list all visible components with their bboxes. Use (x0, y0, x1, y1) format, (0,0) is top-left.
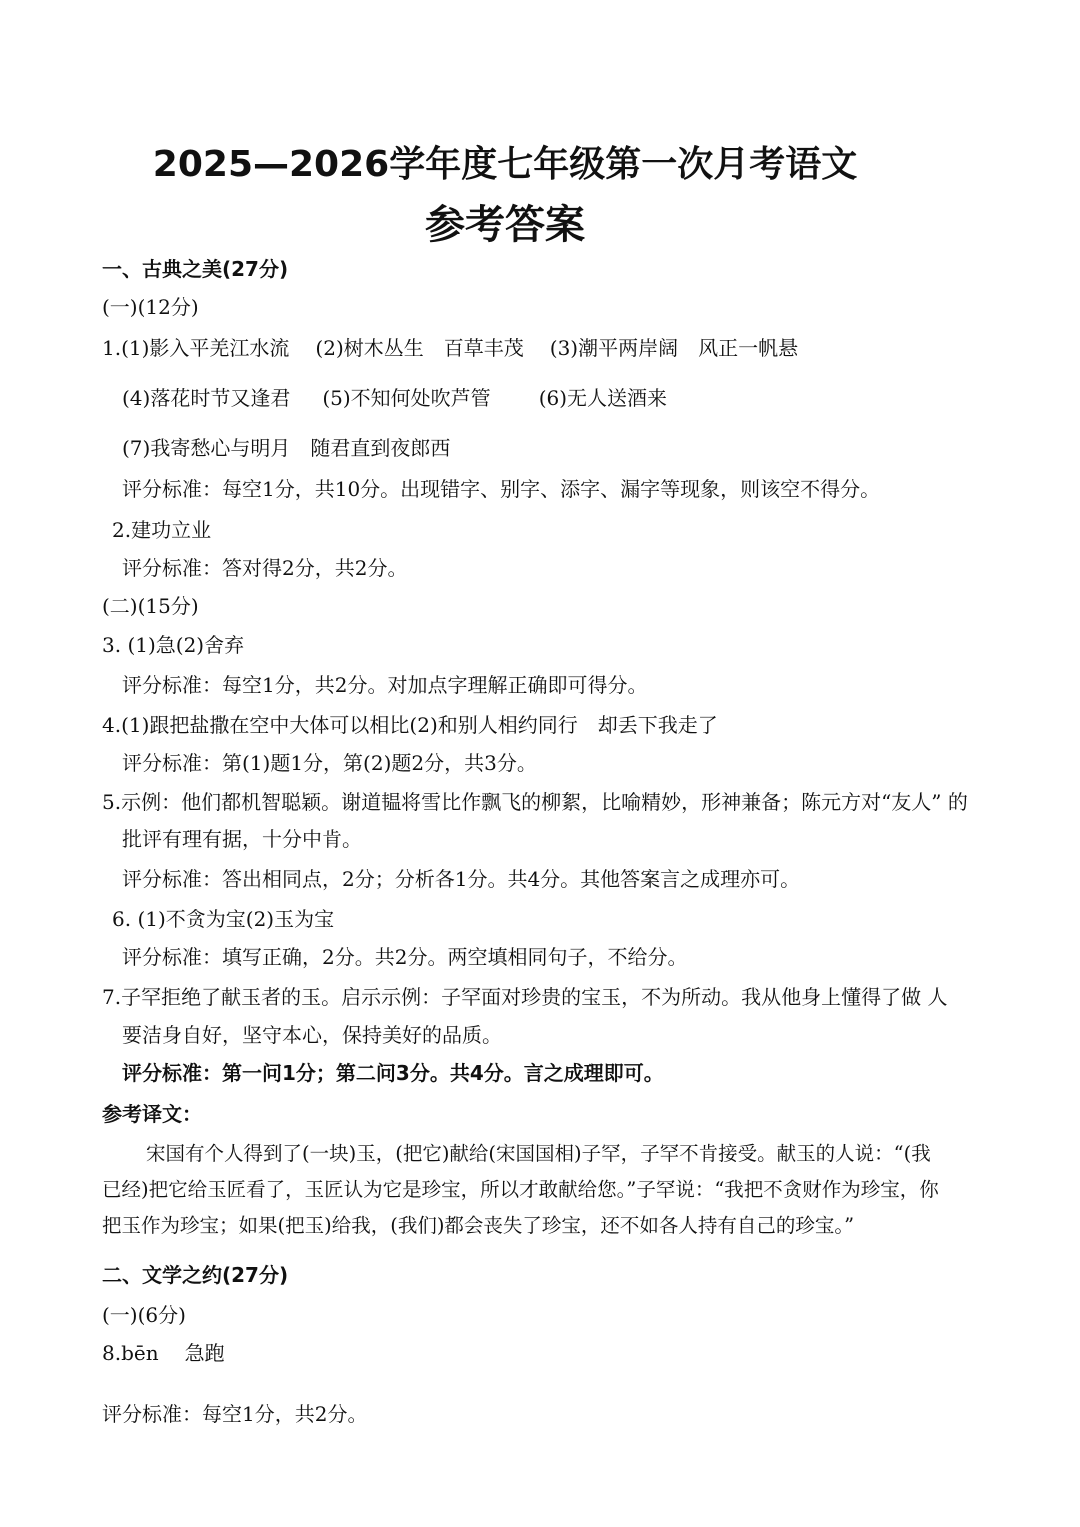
q2-answer: 2.建功立业 (112, 518, 212, 542)
q5-score: 评分标准：答出相同点，2分；分析各1分。共4分。其他答案言之成理亦可。 (122, 867, 801, 891)
exam-title: 2025—2026学年度七年级第一次月考语文 (152, 144, 858, 185)
q3-score: 评分标准：每空1分，共2分。对加点字理解正确即可得分。 (122, 673, 648, 697)
q1-answer-2: (2)树木丛生 百草丰茂 (315, 336, 524, 360)
q6-score: 评分标准：填写正确，2分。共2分。两空填相同句子，不给分。 (122, 945, 688, 969)
translation-line2: 已经)把它给玉匠看了，玉匠认为它是珍宝，所以才敢献给您。”子罕说：“我把不贪财作为珍宝，你 (102, 1178, 939, 1201)
translation-line3: 把玉作为珍宝；如果(把玉)给我，(我们)都会丧失了珍宝，还不如各人持有自己的珍宝。” (102, 1214, 855, 1237)
q6-answer: 6. (1)不贪为宝(2)玉为宝 (112, 907, 335, 931)
q2-score: 评分标准：答对得2分，共2分。 (122, 556, 408, 580)
q1-line1 (102, 335, 798, 361)
q1-answer-4: (4)落花时节又逢君 (122, 386, 291, 410)
q7-line2: 要洁身自好，坚守本心，保持美好的品质。 (122, 1023, 502, 1047)
q1-answer-5: (5)不知何处吹芦管 (322, 386, 491, 410)
section1-part1: (一)(12分) (102, 295, 199, 319)
q7-line1: 7.子罕拒绝了献玉者的玉。启示示例：子罕面对珍贵的宝玉，不为所动。我从他身上懂得了做 人 (102, 985, 948, 1009)
translation-heading: 参考译文： (102, 1102, 202, 1126)
translation-line1: 宋国有个人得到了(一块)玉，(把它)献给(宋国国相)子罕，子罕不肯接受。献玉的人说：“(我 (146, 1142, 931, 1165)
q1-line3: (7)我寄愁心与明月 随君直到夜郎西 (122, 436, 451, 460)
q8-pinyin: 8.bēn (102, 1341, 159, 1365)
section2-heading: 二、文学之约(27分) (102, 1263, 289, 1287)
section1-part2: (二)(15分) (102, 594, 199, 618)
q1-answer-1: 1.(1)影入平羌江水流 (102, 336, 290, 360)
q8-meaning: 急跑 (184, 1341, 225, 1365)
q8-answer (102, 1340, 225, 1366)
q5-line2: 批评有理有据，十分中肯。 (122, 827, 362, 851)
q3-answer: 3. (1)急(2)舍弃 (102, 633, 245, 657)
q4-answer: 4.(1)跟把盐撒在空中大体可以相比(2)和别人相约同行 却丢下我走了 (102, 713, 718, 737)
q1-line2 (122, 385, 667, 411)
exam-subtitle: 参考答案 (425, 202, 585, 248)
q7-score: 评分标准：第一问1分；第二问3分。共4分。言之成理即可。 (122, 1061, 664, 1085)
q4-score: 评分标准：第(1)题1分，第(2)题2分，共3分。 (122, 751, 537, 775)
q1-answer-3: (3)潮平两岸阔 风正一帆悬 (549, 336, 799, 360)
section1-heading: 一、古典之美(27分) (102, 257, 289, 281)
q1-answer-6: (6)无人送酒来 (538, 386, 668, 410)
q1-score: 评分标准：每空1分，共10分。出现错字、别字、添字、漏字等现象，则该空不得分。 (122, 477, 881, 501)
q5-line1: 5.示例：他们都机智聪颖。谢道韫将雪比作飘飞的柳絮，比喻精妙，形神兼备；陈元方对“友人” 的 (102, 790, 968, 814)
section2-part1: (一)(6分) (102, 1303, 186, 1327)
q8-score: 评分标准：每空1分，共2分。 (102, 1402, 368, 1426)
